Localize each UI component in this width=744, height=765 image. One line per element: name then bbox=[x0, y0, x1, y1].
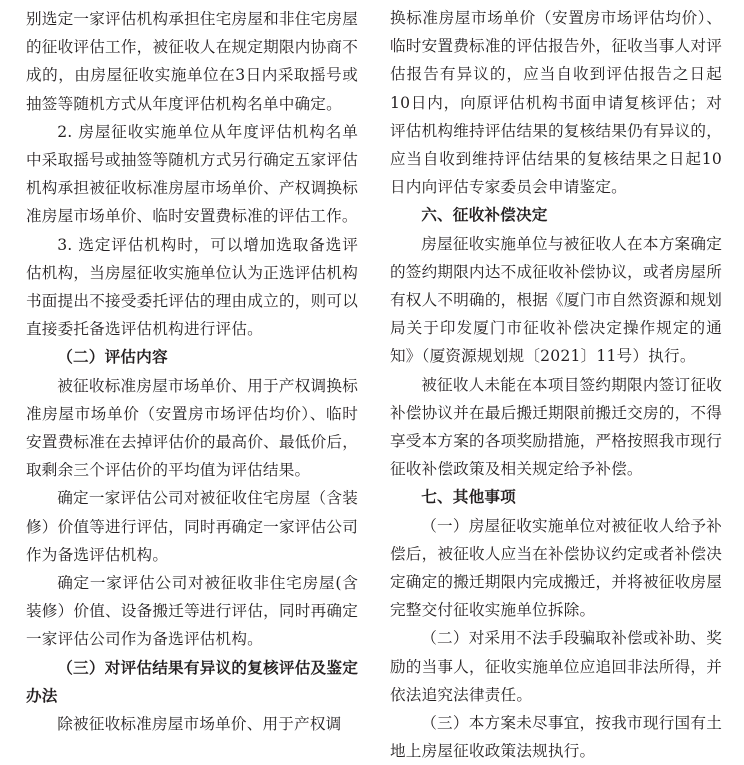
paragraph-nonresidential-evaluation: 确定一家评估公司对被征收非住宅房屋(含装修）价值、设备搬迁等进行评估，同时再确定一家评估公司作为备选评估机构。 bbox=[26, 574, 358, 649]
paragraph-compensation-decision: 房屋征收实施单位与被征收人在本方案确定的签约期限内达不成征收补偿协议，或者房屋所有权人不明确的，根据《厦门市自然资源和规划局关于印发厦门市征收补偿决定操作规定的通知》（厦资源规划规〔2021〕11号）执行。 bbox=[390, 234, 722, 366]
paragraph-other-item-2: （二）对采用不法手段骗取补偿或补助、奖励的当事人，征收实施单位应追回非法所得，并依法追究法律责任。 bbox=[390, 629, 722, 704]
left-column bbox=[26, 0, 358, 738]
paragraph-evaluation-content: 被征收标准房屋市场单价、用于产权调换标准房屋市场单价（安置房市场评估均价）、临时安置费标准在去掉评估价的最高价、最低价后，取剩余三个评估价的平均值为评估结果。 bbox=[26, 376, 358, 480]
paragraph-item-2: 2. 房屋征收实施单位从年度评估机构名单中采取摇号或抽签等随机方式另行确定五家评估机构承担被征收标准房屋市场单价、产权调换标准房屋市场单价、临时安置费标准的评估工作。 bbox=[26, 122, 358, 226]
paragraph-unsigned-agreement: 被征收人未能在本项目签约期限内签订征收补偿协议并在最后搬迁期限前搬迁交房的，不得享受本方案的各项奖励措施，严格按照我市现行征收补偿政策及相关规定给予补偿。 bbox=[390, 375, 722, 479]
heading-evaluation-content: （二）评估内容 bbox=[57, 347, 168, 367]
paragraph-other-item-1: （一）房屋征收实施单位对被征收人给予补偿后，被征收人应当在补偿协议约定或者补偿决定确定的搬迁期限内完成搬迁，并将被征收房屋完整交付征收实施单位拆除。 bbox=[390, 516, 722, 620]
paragraph-review-start: 除被征收标准房屋市场单价、用于产权调 bbox=[57, 715, 342, 734]
paragraph-residential-evaluation: 确定一家评估公司对被征收住宅房屋（含装修）价值等进行评估，同时再确定一家评估公司作为备选评估机构。 bbox=[26, 489, 358, 564]
heading-review-evaluation: （三）对评估结果有异议的复核评估及鉴定办法 bbox=[26, 657, 358, 705]
right-column bbox=[390, 0, 722, 765]
paragraph-review-cont: 换标准房屋市场单价（安置房市场评估均价）、临时安置费标准的评估报告外，征收当事人对评估报告有异议的，应当自收到评估报告之日起10日内，向原评估机构书面申请复核评估；对评估机构维持评估结果的复核结果仍有异议的，应当自收到维持评估结果的复核结果之日起10日内向评估专家委员会申请鉴定。 bbox=[390, 9, 722, 197]
paragraph-other-item-3: （三）本方案未尽事宜，按我市现行国有土地上房屋征收政策法规执行。 bbox=[390, 714, 722, 761]
paragraph-item-3: 3. 选定评估机构时，可以增加选取备选评估机构，当房屋征收实施单位认为正选评估机构书面提出不接受委托评估的理由成立的，则可以直接委托备选评估机构进行评估。 bbox=[26, 235, 358, 339]
heading-other-matters: 七、其他事项 bbox=[421, 487, 516, 507]
paragraph-evaluation-selection-cont: 别选定一家评估机构承担住宅房屋和非住宅房屋的征收评估工作，被征收人在规定期限内协商不成的，由房屋征收实施单位在3日内采取摇号或抽签等随机方式从年度评估机构名单中确定。 bbox=[26, 10, 358, 113]
heading-compensation-decision: 六、征收补偿决定 bbox=[421, 205, 548, 225]
